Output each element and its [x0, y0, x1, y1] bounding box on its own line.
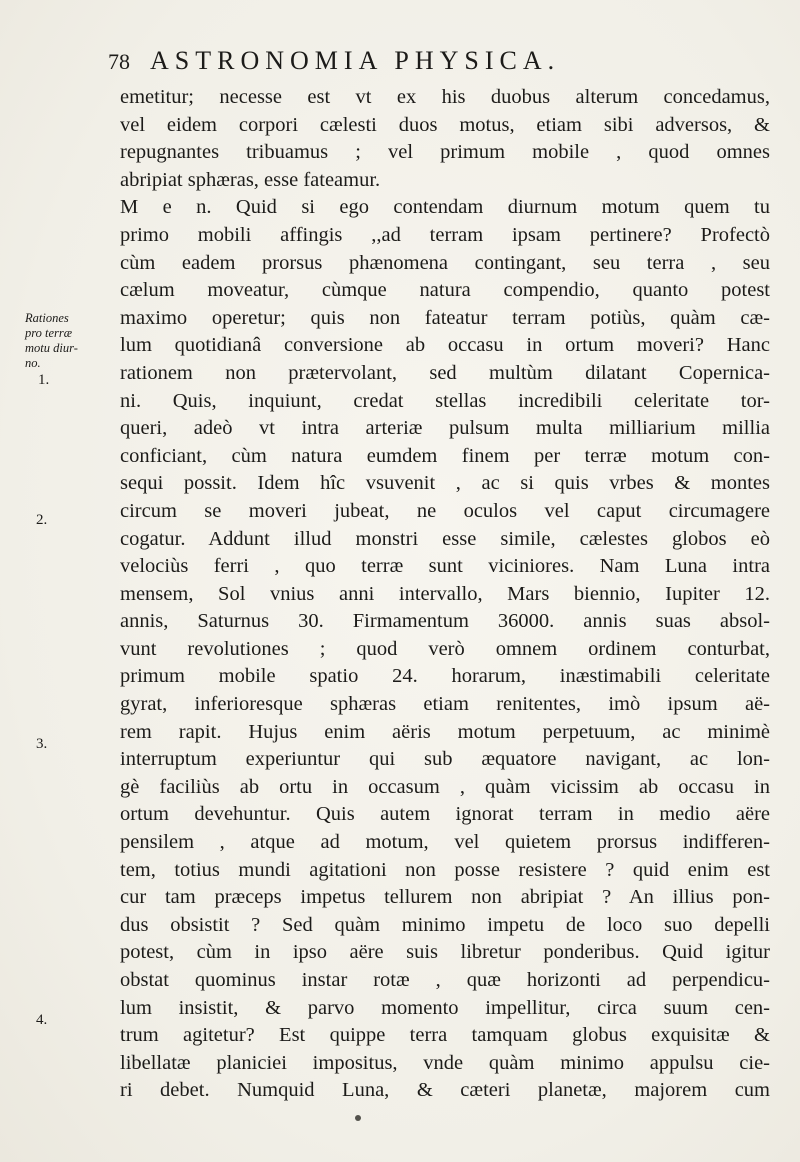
text-line: repugnantes tribuamus ; vel primum mobile , quod omnes — [120, 141, 770, 164]
margin-heading — [25, 311, 95, 371]
text-line: annis, Saturnus 30. Firmamentum 36000. annis suas absol- — [120, 610, 770, 633]
text-line: lum insistit, & parvo momento impellitur, circa suum cen- — [120, 996, 770, 1019]
margin-heading-line: no. — [25, 356, 41, 370]
text-line: cùm eadem prorsus phænomena contingant, seu terra , seu — [120, 251, 770, 274]
margin-number-3: 3. — [36, 736, 48, 752]
text-line: rem rapit. Hujus enim aëris motum perpetuum, ac minimè — [120, 720, 770, 743]
text-line: ri debet. Numquid Luna, & cæteri planetæ, majorem cum — [120, 1079, 770, 1102]
page-header — [108, 46, 668, 76]
text-line: vunt revolutiones ; quod verò omnem ordinem conturbat, — [120, 637, 770, 660]
ink-spot — [355, 1115, 361, 1121]
text-line: tem, totius mundi agitationi non posse resistere ? quid enim est — [120, 858, 770, 881]
text-line: mensem, Sol vnius anni intervallo, Mars biennio, Iupiter 12. — [120, 582, 770, 605]
text-line: ni. Quis, inquiunt, credat stellas incredibili celeritate tor- — [120, 389, 770, 412]
text-line: cur tam præceps impetus tellurem non abripiat ? An illius pon- — [120, 886, 770, 909]
text-line: M e n. Quid si ego contendam diurnum motum quem tu — [120, 196, 770, 219]
text-line: rationem non prætervolant, sed multùm dilatant Copernica- — [120, 361, 770, 384]
text-line: maximo operetur; quis non fateatur terram potiùs, quàm cæ- — [120, 306, 770, 329]
text-line: abripiat sphæras, esse fateamur. — [120, 168, 381, 191]
text-line: dus obsistit ? Sed quàm minimo impetu de loco suo depelli — [120, 913, 770, 936]
text-line: primum mobile spatio 24. horarum, inæstimabili celeritate — [120, 665, 770, 688]
margin-number-2: 2. — [36, 512, 48, 528]
text-line: libellatæ planiciei impositus, vnde quàm minimo appulsu cie- — [120, 1051, 770, 1074]
text-line: lum quotidianâ conversione ab occasu in ortum moveri? Hanc — [120, 334, 770, 357]
text-line: queri, adeò vt intra arteriæ pulsum multa milliarium millia — [120, 417, 770, 440]
margin-heading-line: Rationes — [25, 311, 69, 325]
text-line: vel eidem corpori cælesti duos motus, etiam sibi adversos, & — [120, 113, 770, 136]
text-line: interruptum experiuntur qui sub æquatore navigant, ac lon- — [120, 748, 770, 771]
text-line: trum agitetur? Est quippe terra tamquam globus exquisitæ & — [120, 1024, 770, 1047]
text-line: potest, cùm in ipso aëre suis libretur ponderibus. Quid igitur — [120, 941, 770, 964]
margin-heading-line: motu diur- — [25, 341, 78, 355]
text-line: obstat quominus instar rotæ , quæ horizonti ad perpendicu- — [120, 969, 770, 991]
text-line: sequi possit. Idem hîc vsuvenit , ac si quis vrbes & montes — [120, 472, 770, 495]
text-line: gyrat, inferioresque sphæras etiam renitentes, imò ipsum aë- — [120, 693, 770, 716]
margin-heading-line: pro terræ — [25, 326, 73, 340]
text-line: conficiant, cùm natura eumdem finem per terræ motum con- — [120, 444, 770, 467]
text-line: ortum devehuntur. Quis autem ignorat terram in medio aëre — [120, 803, 770, 826]
text-line: cælum moveatur, cùmque natura compendio, quanto potest — [120, 279, 770, 302]
text-line: emetitur; necesse est vt ex his duobus alterum concedamus, — [120, 86, 770, 108]
text-line: circum se moveri jubeat, ne oculos vel caput circumagere — [120, 499, 770, 522]
text-line: cogatur. Addunt illud monstri esse simile, cælestes globos eò — [120, 527, 770, 550]
text-line: velociùs ferri , quo terræ sunt viciniores. Nam Luna intra — [120, 555, 770, 578]
body-text — [120, 84, 770, 1105]
running-head: ASTRONOMIA PHYSICA. — [150, 46, 561, 75]
text-line: gè faciliùs ab ortu in occasum , quàm vicissim ab occasu in — [120, 775, 770, 798]
text-line: pensilem , atque ad motum, vel quietem prorsus indifferen- — [120, 831, 770, 854]
margin-number-1: 1. — [38, 372, 50, 388]
page-number: 78 — [108, 49, 130, 74]
margin-number-4: 4. — [36, 1012, 48, 1028]
text-line: primo mobili affingis ,,ad terram ipsam pertinere? Profectò — [120, 223, 770, 246]
